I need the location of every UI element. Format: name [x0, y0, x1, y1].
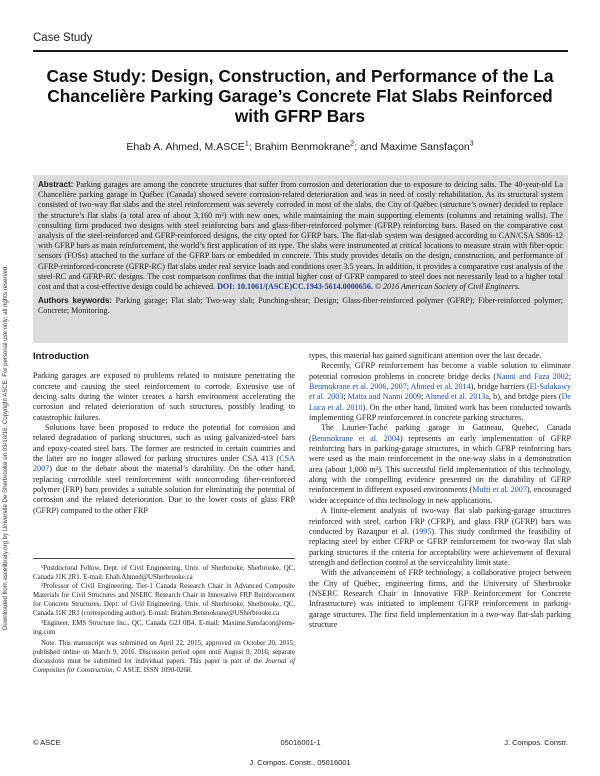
right-paragraph-4: With the advancement of FRP technology, a collaborative project between the City of Québec, engineering firms, and the University of Sherbrooke (NSERC Research Chair in Innovative FRP Reinforcement for Concrete Infrastructure) was initiated to implement GFRP reinforcement in parking-garage structures. The first field implementation in a two-way flat-slab parking structure: [309, 568, 571, 629]
keywords-text: Parking garage; Flat slab; Two-way slab; Punching-shear; Design; Glass-fiber-reinforced polymer (GFRP); Fiber-reinforced polymer; Concrete; Monitoring.: [38, 296, 564, 316]
intro-paragraph-1: Parking garages are exposed to problems related to moisture penetrating the concrete and causing the steel reinforcement to corrode. Extensive use of deicing salts during the winter creates a harsh environment accelerating the corrosion and related deterioration of such structures, possibly leading to catastrophic failures.: [33, 371, 295, 422]
download-side-note: [0, 150, 14, 630]
abstract-label: Abstract:: [38, 180, 74, 189]
author-list: [40, 140, 560, 153]
citation-link[interactable]: Mufti et al. 2007: [472, 485, 527, 495]
page-footer: [33, 738, 568, 752]
citation-link[interactable]: El-Salakawy et al. 2003: [309, 382, 571, 402]
citation-link[interactable]: Ahmed et al. 2014: [410, 382, 471, 392]
download-notice-text: Downloaded from ascelibrary.org by Universite De Sherbrooke on 03/10/16. Copyright ASCE. For personal use only; all rights reserved.: [2, 264, 9, 630]
author-1: Ehab A. Ahmed, M.ASCE$^1$;: [126, 140, 255, 153]
section-label: Case Study: [33, 32, 93, 44]
copyright-notice: © 2016 American Society of Civil Engineers.: [374, 282, 521, 292]
keywords-label: Authors keywords:: [38, 296, 113, 306]
citation-link[interactable]: Ahmed et al. 2013a: [424, 392, 489, 402]
citation-link[interactable]: Benmokrane et al. 2006, 2007: [309, 382, 407, 392]
keywords: [38, 296, 563, 316]
footer-article-number: 05016001-1: [280, 738, 321, 747]
doi-link[interactable]: DOI: 10.1061/(ASCE)CC.1943-5614.0000656.: [217, 282, 373, 292]
article-title: Case Study: Design, Construction, and Performance of the La Chancelière Parking Garage’s Concrete Flat Slabs Reinforced with GFRP Bars: [46, 66, 554, 126]
right-paragraph-2: The Laurier-Taché parking garage in Gatineau, Quebec, Canada (Benmokrane et al. 2004) represents an early implementation of GFRP reinforcing bars in parking-garage structures, in which GFRP reinforcing bars were used as the main reinforcement in the one-way slabs in a demonstration area (about 1,000 m²). This successful field implementation of this technology, along with the compelling evidence presented on the durability of GFRP reinforcement in different exposed environments (Mufti et al. 2007), encouraged wider acceptance of this technology in new applications.: [309, 423, 571, 505]
right-paragraph-3: A finite-element analysis of two-way flat slab parking-garage structures reinforced with steel, carbon FRP (CFRP), and glass FRP (GFRP) bars was conducted by Razaqpur et al. (1995). This study confirmed the feasibility of replacing steel by either CFRP or GFRP reinforcement for two-way flat slab parking structures if the criteria for acceptability were achievement of flexural strength and deflection control at the serviceability limit state.: [309, 506, 571, 567]
abstract-body: Parking garages are among the concrete structures that suffer from corrosion and deterioration due to exposure to deicing salts. The 40-year-old La Chancelière parking garage in Québec (Canada) showed severe corrosion-related deterioration and was in need of costly rehabilitation. As its structural system consisted of two-way flat slabs and the steel reinforcement was severely corroded in most of the slabs, the City of Québec (structure’s owner) decided to replace the structure’s flat slabs (a total area of about 3,160 m²) with new ones, while maintaining the main supporting elements (columns and retaining walls). The consulting firm produced two designs with steel reinforcing bars and glass-fiber-reinforced polymer (GFRP) reinforcing bars. Based on the comparative cost analysis of the steel-reinforced and GFRP-reinforced designs, the city opted for GFRP bars. The flat-slab system was designed according to CAN/CSA S806-12 with GFRP bars as main reinforcement, the world’s first application of its type. The slabs were instrumented at critical locations to measure strain with fiber-optic sensors (FOSs) attached to the surface of the GFRP bars or embedded in concrete. This study provides details on the design, construction, and performance of GFRP-reinforced-concrete (GFRP-RC) flat slabs under real service loads and conditions over 3.5 years. In addition, it provides a comparative cost analysis of the steel-RC and GFRP-RC designs. The cost comparison confirms that the initial higher cost of GFRP compared to steel does not necessarily lead to a higher total cost and that a cost-effective design could be achieved.: [38, 180, 563, 292]
citation-link[interactable]: Benmokrane et al. 2004: [311, 433, 400, 443]
footnote-3: ³Engineer, EMS Structure Inc., QC, Canada G2J 0B4. E-mail: Maxime.Sansfacon@ems-ing.com: [33, 619, 295, 636]
citation-link[interactable]: Nanni and Faza 2002: [496, 371, 569, 381]
introduction-heading: Introduction: [33, 351, 89, 362]
left-column: [33, 351, 295, 516]
citation-link[interactable]: CSA 2007: [33, 454, 295, 474]
right-paragraph-0: types, this material has gained significant attention over the last decade.: [309, 351, 542, 360]
right-column: [309, 351, 571, 630]
citation-link[interactable]: Matta and Nanni 2009: [347, 392, 421, 402]
abstract-text: [38, 180, 563, 292]
citation-link[interactable]: 1995: [415, 526, 432, 536]
footnotes: [33, 558, 295, 675]
abstract-box: [33, 175, 568, 343]
citation-link[interactable]: De Luca et al. 2010: [309, 392, 572, 412]
author-2: Brahim Benmokrane$^2$; and: [254, 140, 381, 153]
author-3: Maxime Sansfaçon$^3$: [380, 140, 474, 153]
submission-note: Note. This manuscript was submitted on April 22, 2015; approved on October 20, 2015; published online on March 9, 2016. Discussion period open until August 9, 2016; separate discussions must be submitted for individual papers. This paper is part of the Journal of Composites for Construction, © ASCE, ISSN 1090-0268.: [33, 639, 295, 675]
citation-line: J. Compos. Constr., 05016001: [249, 758, 351, 767]
right-paragraph-1: Recently, GFRP reinforcement has become a viable solution to eliminate potential corrosion problems in concrete bridge decks (Nanni and Faza 2002; Benmokrane et al. 2006, 2007; Ahmed et al. 2014), bridge barriers (El-Salakawy et al. 2003; Matta and Nanni 2009; Ahmed et al. 2013a, b), and bridge piers (De Luca et al. 2010). On the other hand, limited work has been conducted towards implementing GFRP reinforcement in concrete parking structures.: [309, 361, 572, 423]
intro-paragraph-2: Solutions have been proposed to reduce the potential for corrosion and related degradation of parking structures, such as using galvanized-steel bars and epoxy-coated steel bars. The former are restricted in certain countries and the latter are no longer allowed for parking structures under CSA 413 (CSA 2007) due to the debate about the material’s durability. On the other hand, replacing corrodible steel reinforcement with noncorroding fiber-reinforced polymer (FRP) bars provides a suitable solution for eliminating the potential of corrosion and the related deterioration. Due to the lower costs of glass FRP (GFRP) compared to the other FRP: [33, 423, 295, 515]
header-rule: [33, 50, 568, 52]
footnote-2: ²Professor of Civil Engineering, Tier-1 Canada Research Chair in Advanced Composite Materials for Civil Structures and NSERC Research Chair in Innovative FRP Reinforcement for Concrete Structures, Dept. of Civil Engineering, Univ. of Sherbrooke, Sherbrooke, QC, Canada J1K 2R1 (corresponding author). E-mail: Brahim.Benmokrane@USherbrooke.ca: [33, 583, 295, 618]
footnote-1: ¹Postdoctoral Fellow, Dept. of Civil Engineering, Univ. of Sherbrooke, Sherbrooke, QC, Canada J1K 2R1. E-mail: Ehab.Ahmed@USherbrooke.ca: [33, 565, 295, 582]
footer-journal: J. Compos. Constr.: [504, 738, 568, 747]
journal-name: Journal of Composites for Construction: [33, 657, 295, 675]
footer-publisher: © ASCE: [33, 738, 61, 747]
